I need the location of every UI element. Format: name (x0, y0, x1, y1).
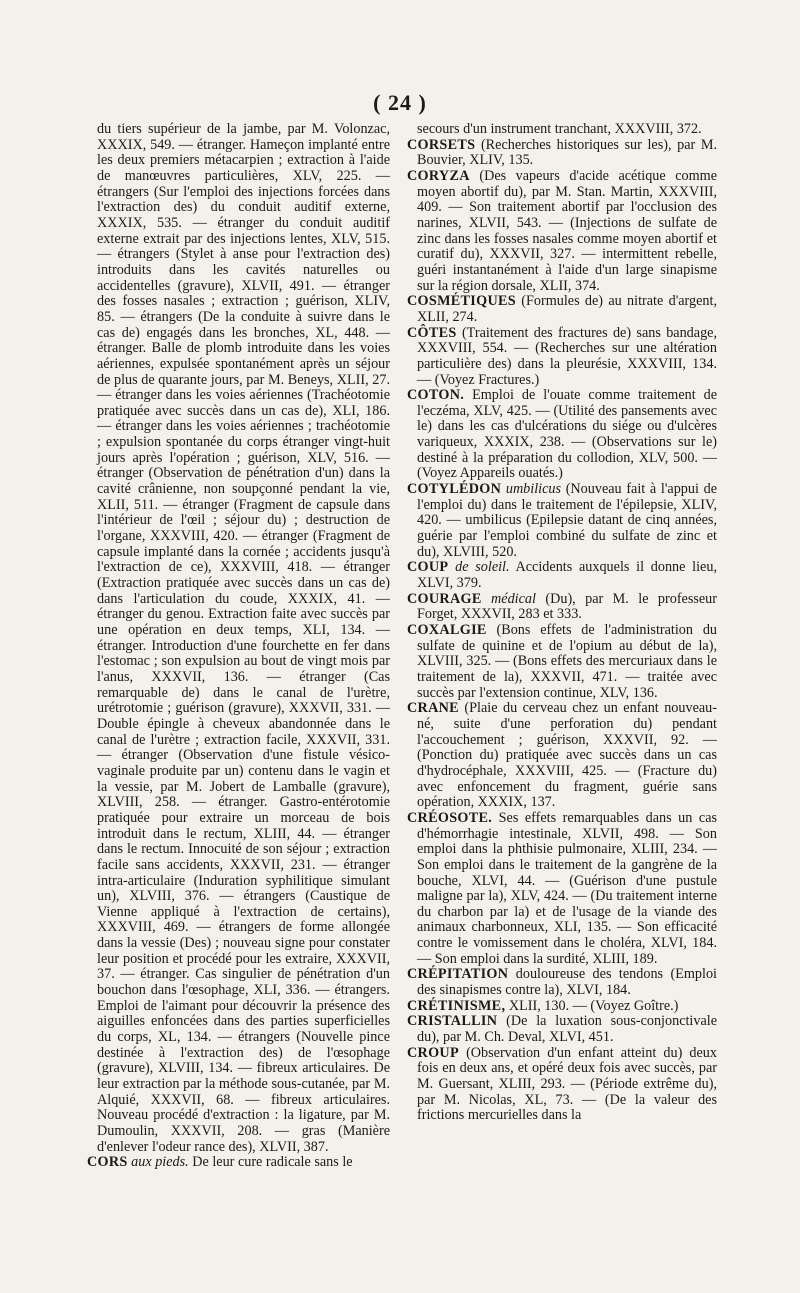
entry-headword: COTON. (407, 387, 465, 404)
entry-headword-italic: umbilicus (505, 481, 562, 498)
entry-text: (Recherches historiques sur les), par M. Bouvier, XLIV, 135. (417, 136, 717, 169)
entry-text: XLII, 130. — (Voyez Goître.) (508, 997, 679, 1014)
index-entry (407, 1046, 717, 1124)
entry-text: Ses effets remarquables dans un cas d'hémorrhagie intestinale, XLVII, 498. — Son emploi dans la phthisie pulmonaire, XLIII, 234. — Son emploi dans le traitement de la gangrène de la bouche, XLVI, 44. — (Guérison d'une pustule maligne par la), XLV, 424. — (Du traitement interne du charbon par la) et de l'usage de la viande des animaux charbonneux, XLI, 135. — Son efficacité contre le vomissement dans le choléra, XLVI, 184. — Son emploi dans la surdité, XLIII, 189. (417, 809, 718, 967)
entry-text: Emploi de l'ouate comme traitement de l'eczéma, XLV, 425. — (Utilité des pansements avec le) dans les cas d'ulcérations du siége ou d'ulcères variqueux, XXXIX, 238. — (Observations sur le) destiné à la préparation du collodion, XLV, 500. — (Voyez Appareils ouatés.) (417, 387, 718, 482)
entry-text: (Formules de) au nitrate d'argent, XLII, 274. (417, 293, 717, 325)
left-column (87, 122, 390, 1171)
right-column (407, 122, 717, 1124)
entry-headword: CRÉOSOTE. (407, 809, 493, 826)
index-entry (407, 701, 717, 811)
index-entry (407, 482, 717, 560)
index-entry (407, 169, 717, 294)
entry-headword: COXALGIE (407, 622, 487, 638)
index-entry (407, 294, 717, 325)
index-entry (407, 560, 717, 591)
index-entry (407, 967, 717, 998)
entry-text: (Observation d'un enfant atteint du) deux fois en deux ans, et opéré deux fois avec succès, par M. Guersant, XLIII, 293. — (Période extrême du), par M. Nicolas, XL, 73. — (De la valeur des frictions mercurielles dans la (417, 1044, 717, 1124)
entry-headword: COURAGE (407, 590, 482, 607)
entry-headword-italic: de soleil. (455, 559, 510, 576)
entry-headword: COUP (407, 559, 449, 576)
index-entry-cors (87, 1155, 390, 1171)
entry-text: (Des vapeurs d'acide acétique comme moyen abortif du), par M. Stan. Martin, XXXVIII, 409. — Son traitement abortif par l'occlusion des narines, XLVII, 543. — (Injections de sulfate de zinc dans les fosses nasales comme moyen abortif et curatif du), XXXVII, 327. — intermittent rebelle, guéri instantanément à l'aide d'un large sinapisme sur la région dorsale, XLII, 374. (417, 167, 717, 294)
entry-text: De leur cure radicale sans le (192, 1154, 353, 1171)
entry-headword: CRISTALLIN (407, 1013, 498, 1030)
entry-headword: CRÉPITATION (407, 966, 509, 983)
entry-headword-italic: aux pieds. (131, 1154, 189, 1171)
right-continuation: secours d'un instrument tranchant, XXXVIII, 372. (417, 121, 702, 137)
index-entry (407, 811, 717, 968)
entry-headword: CORS (87, 1154, 128, 1171)
entry-text: (Du), par M. le professeur Forget, XXXVII, 283 et 333. (417, 590, 718, 623)
index-entry (407, 138, 717, 169)
index-entry (407, 326, 717, 389)
index-entry (407, 592, 717, 623)
entry-headword: CORSETS (407, 136, 476, 153)
index-entry (407, 1014, 717, 1045)
entry-headword: CROUP (407, 1044, 459, 1061)
entry-text: (De la luxation sous-conjonctivale du), par M. Ch. Deval, XLVI, 451. (417, 1013, 717, 1046)
entry-text: (Traitement des fractures de) sans bandage, XXXVIII, 554. — (Recherches sur une altération particulière des) dans la pleurésie, XXXVIII, 134. — (Voyez Fractures.) (417, 324, 718, 388)
entry-headword: COSMÉTIQUES (407, 293, 516, 310)
entry-headword: CÔTES (407, 324, 457, 341)
entry-text: Accidents auxquels il donne lieu, XLVI, 379. (417, 559, 717, 592)
entry-text: (Nouveau fait à l'appui de l'emploi du) dans le traitement de l'épilepsie, XLIV, 420. — umbilicus (Epilepsie datant de cinq années, guérie par l'emploi combiné du sulfate de zinc et du), XLVIII, 520. (417, 481, 717, 560)
entry-headword: CORYZA (407, 167, 470, 184)
index-entry (407, 623, 717, 701)
left-continuation: du tiers supérieur de la jambe, par M. Volonzac, XXXIX, 549. — étranger. Hameçon implanté entre les deux premiers métacarpien ; extraction à l'aide de manœuvres particulières, XLV, 225. — étrangers (Sur l'emploi des injections forcées dans l'extraction des) du conduit auditif externe, XXXIX, 535. — étranger du conduit auditif externe extrait par des injections lentes, XLV, 515. — étrangers (Stylet à anse pour l'extraction des) introduits dans les cavités naturelles ou accidentelles (gravure), XLVII, 491. — étranger des fosses nasales ; extraction ; guérison, XLIV, 85. — étrangers (De la conduite à suivre dans le cas de) engagés dans les bronches, XL, 448. — étranger. Balle de plomb introduite dans les voies aériennes, expulsée spontanément après un séjour de plus de quarante jours, par M. Beneys, XLII, 27. — étranger dans les voies aériennes (Trachéotomie pratiquée avec succès dans un cas de), XLI, 186. — étranger dans les voies aériennes ; trachéotomie ; expulsion spontanée du corps étranger vingt-huit jours après l'opération ; guérison, XLV, 516. — étranger (Observation de pénétration d'un) dans la cavité crânienne, non soupçonné pendant la vie, XLII, 511. — étranger (Fragment de capsule dans l'intérieur de l'œil ; séjour du) ; destruction de l'organe, XXXVIII, 420. — étranger (Fragment de capsule implanté dans la cornée ; accidents jusqu'à l'extraction de ce), XXXVIII, 418. — étranger (Extraction pratiquée avec succès dans un cas de) dans l'articulation du coude, XXXIX, 41. — étranger du genou. Extraction faite avec succès par une opération en deux temps, XLI, 134. — étranger. Introduction d'une fourchette en fer dans l'estomac ; son expulsion au bout de vingt mois par l'anus, XXXVII, 136. — étranger (Cas remarquable de) dans le canal de l'urètre, urétrotomie ; guérison (gravure), XXXVII, 331. — Double épingle à cheveux abandonnée dans le canal de l'urètre ; extraction facile, XXXVII, 331. — étranger (Observation d'une fistule vésico-vaginale produite par un) contenu dans le vagin et la vessie, par M. Jobert de Lamballe (gravure), XLVIII, 258. — étranger. Gastro-entérotomie pratiquée pour extraire un morceau de bois introduit dans le rectum, XLIII, 44. — étranger dans le rectum. Innocuité de son séjour ; extraction facile sans accidents, XXXVII, 231. — étranger intra-articulaire (Induration syphilitique simulant un), XLVIII, 376. — étrangers (Caustique de Vienne appliqué à l'extraction de certains), XXXVIII, 469. — étrangers de forme allongée dans la vessie (Des) ; nouveau signe pour constater leur position et procédé pour les extraire, XXXVII, 37. — étranger. Cas singulier de pénétration d'un bouchon dans l'œsophage, XLI, 336. — étrangers. Emploi de l'aimant pour découvrir la présence des aiguilles enfoncées dans des parties superficielles du corps, XL, 134. — étrangers (Nouvelle pince destinée à l'extraction des) de l'œsophage (gravure), XLVIII, 134. — fibreux articulaires. De leur extraction par la méthode sous-cutanée, par M. Alquié, XXXVII, 68. — fibreux articulaires. Nouveau procédé d'extraction : la ligature, par M. Dumoulin, XXXVII, 208. — gras (Manière d'enlever l'odeur rance des), XLVII, 387. (97, 121, 390, 1155)
index-entry (407, 388, 717, 482)
entry-headword: COTYLÉDON (407, 481, 502, 498)
entry-text: douloureuse des tendons (Emploi des sinapismes contre la), XLVI, 184. (417, 966, 718, 999)
entry-text: (Plaie du cerveau chez un enfant nouveau-né, suite d'une perforation du) pendant l'accouchement ; guérison, XXXVII, 92. — (Ponction du) pratiquée avec succès dans un cas d'hydrocéphale, XXXVIII, 425. — (Fracture du) avec enfoncement du fragment, guérie sans opération, XXXIX, 137. (417, 700, 717, 811)
entry-headword: CRANE (407, 700, 459, 717)
page-number: ( 24 ) (373, 90, 427, 115)
index-entry (407, 999, 717, 1015)
entry-text: (Bons effets de l'administration du sulfate de quinine et de l'opium au début de la), XLVIII, 325. — (Bons effets des mercuriaux dans le traitement de la), XXXVII, 471. — traitée avec succès par l'extension continue, XLV, 136. (417, 622, 718, 701)
right-entries (407, 138, 717, 1124)
entry-headword: CRÉTINISME, (407, 997, 506, 1014)
entry-headword-italic: médical (491, 590, 536, 607)
